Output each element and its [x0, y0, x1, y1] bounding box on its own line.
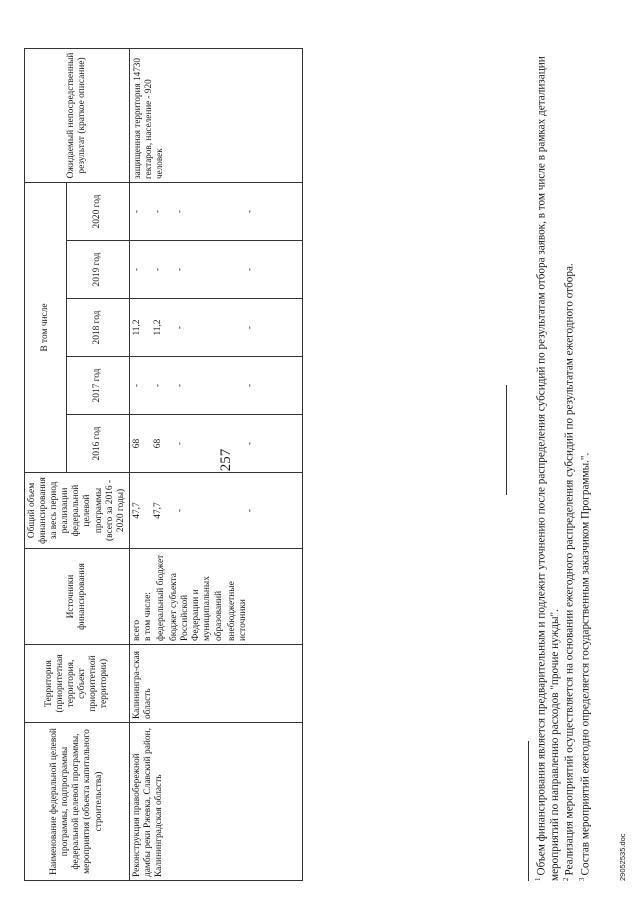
row-total: [129, 473, 302, 549]
total-regional: -: [174, 508, 185, 513]
value-2020-all: -: [131, 209, 142, 214]
source-extrabudget: внебюджетные источники: [226, 581, 248, 641]
footnote-2: [562, 21, 577, 881]
header-territory: Территория (приоритетная территория, субъект приоритетной территории): [25, 645, 130, 723]
total-federal: 47,7: [152, 502, 163, 519]
footnote-3-mark: 3: [578, 877, 587, 881]
header-year-2020: 2020 год: [66, 182, 129, 240]
value-2020-extrabudget: -: [244, 209, 255, 214]
header-total: Общий объем финансирования за весь период реализации федеральной целевой программы (всего за 2016 - 2020 годы): [25, 473, 130, 549]
header-result: Ожидаемый непосредственный результат (краткое описание): [25, 48, 130, 182]
value-2019-federal: -: [152, 267, 163, 272]
value-2017-federal: -: [152, 383, 163, 388]
total-all: 47,7: [131, 502, 142, 519]
row-2018: [129, 299, 302, 357]
value-2017-all: -: [131, 383, 142, 388]
footnote-1-mark: 1: [534, 877, 542, 881]
value-2018-regional: -: [174, 325, 185, 330]
footnote-2-text: Реализация мероприятий осуществляется на основании ежегодного распределения субсидий по результатам ежегодного отбора.: [564, 263, 577, 876]
row-sources: [129, 549, 302, 645]
value-2018-all: 11,2: [131, 319, 142, 336]
value-2016-federal: 68: [152, 438, 163, 449]
row-2017: [129, 357, 302, 415]
row-name: Реконструкция правобережной дамбы реки Ржевка, Славский район, Калининградская область: [129, 723, 302, 881]
footnote-3-text: Состав мероприятий ежегодно определяется государственным заказчиком Программы.".: [579, 452, 592, 876]
value-2017-extrabudget: -: [244, 383, 255, 388]
header-year-2016: 2016 год: [66, 415, 129, 473]
value-2018-federal: 11,2: [152, 319, 163, 336]
value-2016-extrabudget: -: [244, 441, 255, 446]
page-number: 257: [218, 448, 234, 472]
header-row: [25, 48, 67, 880]
row-2016: [129, 415, 302, 473]
value-2019-all: -: [131, 267, 142, 272]
value-2020-federal: -: [152, 209, 163, 214]
header-year-2019: 2019 год: [66, 241, 129, 299]
source-total-label: всего: [131, 619, 142, 641]
source-total-sublabel: в том числе:: [142, 592, 153, 641]
financing-table: [24, 48, 303, 881]
document-code: 29052535.doc: [618, 833, 627, 881]
footnote-2-mark: 2: [562, 877, 571, 881]
value-2018-extrabudget: -: [244, 325, 255, 330]
source-federal: федеральный бюджет: [156, 554, 167, 641]
footnote-rule: [528, 741, 529, 881]
row-result: защищенная территория 14730 гектаров, население - 920 человек: [129, 48, 302, 182]
footnote-1-text: Объем финансирования является предварительным и подлежит уточнению после распределения субсидий по результатам отбора заявок, в том числе в рамках детализации мероприятий по направлению расходов "прочие нужды".: [535, 56, 561, 881]
table-row: [129, 48, 302, 880]
header-sources: Источники финансирования: [25, 549, 130, 645]
row-2019: [129, 241, 302, 299]
row-2020: [129, 182, 302, 240]
source-regional: бюджет субъекта Российской Федерации и муниципальных образований: [169, 573, 224, 641]
footnotes: [534, 21, 594, 881]
value-2020-regional: -: [174, 209, 185, 214]
header-including: В том числе: [25, 182, 67, 472]
value-2019-regional: -: [174, 267, 185, 272]
value-2016-regional: -: [174, 441, 185, 446]
total-extrabudget: -: [244, 508, 255, 513]
value-2017-regional: -: [174, 383, 185, 388]
header-name: Наименование федеральной целевой программы, подпрограммы федеральной целевой программы, мероприятия (объекта капитального строительства): [25, 723, 130, 881]
footnote-3: [578, 21, 593, 881]
row-territory: Калинингра-ская область: [129, 645, 302, 723]
footnote-1: [534, 21, 561, 881]
separator-rule: [506, 385, 507, 495]
header-year-2017: 2017 год: [66, 357, 129, 415]
header-year-2018: 2018 год: [66, 299, 129, 357]
value-2019-extrabudget: -: [244, 267, 255, 272]
value-2016-all: 68: [131, 438, 142, 449]
source-total: [132, 552, 156, 641]
